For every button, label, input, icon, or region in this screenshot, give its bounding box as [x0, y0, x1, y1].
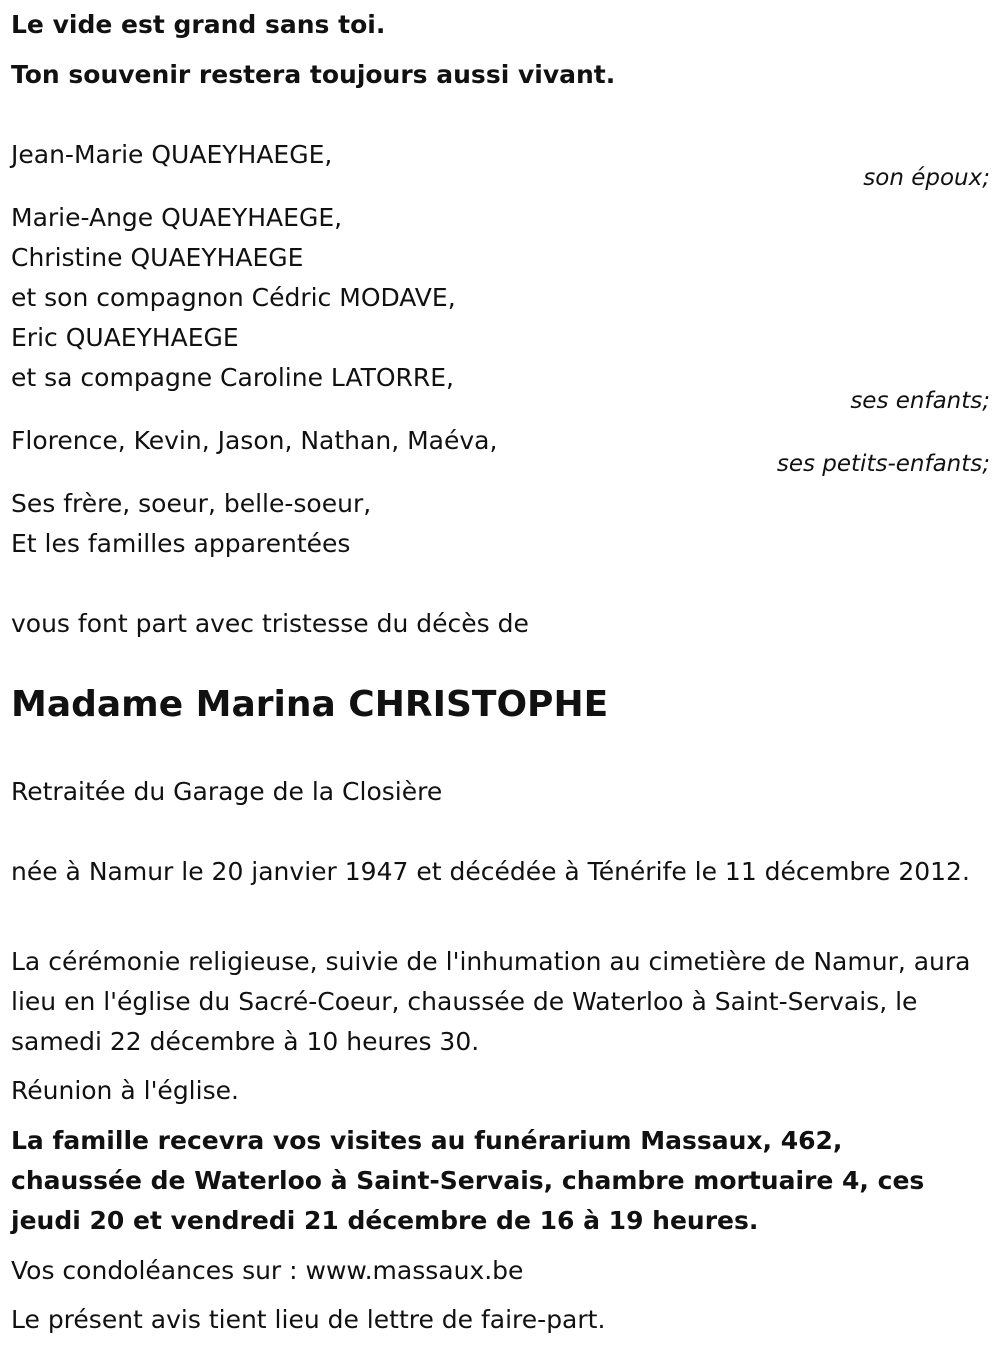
spouse-role: son époux; — [863, 165, 990, 191]
spouse-name: Jean-Marie QUAEYHAEGE, — [11, 140, 333, 169]
birth-death-info: née à Namur le 20 janvier 1947 et décédée à Ténérife le 11 décembre 2012. — [11, 857, 970, 886]
child-line: et son compagnon Cédric MODAVE, — [11, 283, 456, 312]
deceased-name: Madame Marina CHRISTOPHE — [11, 684, 609, 725]
intro-line-1: Le vide est grand sans toi. — [11, 10, 386, 39]
child-line: Christine QUAEYHAEGE — [11, 243, 304, 272]
child-line: Eric QUAEYHAEGE — [11, 323, 239, 352]
deceased-occupation: Retraitée du Garage de la Closière — [11, 777, 443, 806]
notice-info: Le présent avis tient lieu de lettre de faire-part. — [11, 1305, 606, 1334]
child-line: et sa compagne Caroline LATORRE, — [11, 363, 455, 392]
other-relatives: Ses frère, soeur, belle-soeur, — [11, 489, 372, 518]
children-role: ses enfants; — [850, 388, 990, 414]
intro-line-2: Ton souvenir restera toujours aussi vivant. — [11, 60, 616, 89]
grandchildren-role: ses petits-enfants; — [776, 451, 990, 477]
other-relatives: Et les familles apparentées — [11, 529, 351, 558]
meeting-info: Réunion à l'église. — [11, 1076, 239, 1105]
ceremony-info: La cérémonie religieuse, suivie de l'inhumation au cimetière de Namur, aura lieu en l'église du Sacré-Coeur, chaussée de Waterloo à Saint-Servais, le samedi 22 décembre à 10 heures 30. — [11, 947, 971, 1056]
announcement: vous font part avec tristesse du décès de — [11, 609, 529, 638]
grandchildren-names: Florence, Kevin, Jason, Nathan, Maéva, — [11, 426, 498, 455]
condolences-info: Vos condoléances sur : www.massaux.be — [11, 1256, 524, 1285]
child-line: Marie-Ange QUAEYHAEGE, — [11, 203, 343, 232]
visits-info: La famille recevra vos visites au funérarium Massaux, 462, chaussée de Waterloo à Saint-Servais, chambre mortuaire 4, ces jeudi 20 et vendredi 21 décembre de 16 à 19 heures. — [11, 1126, 925, 1235]
